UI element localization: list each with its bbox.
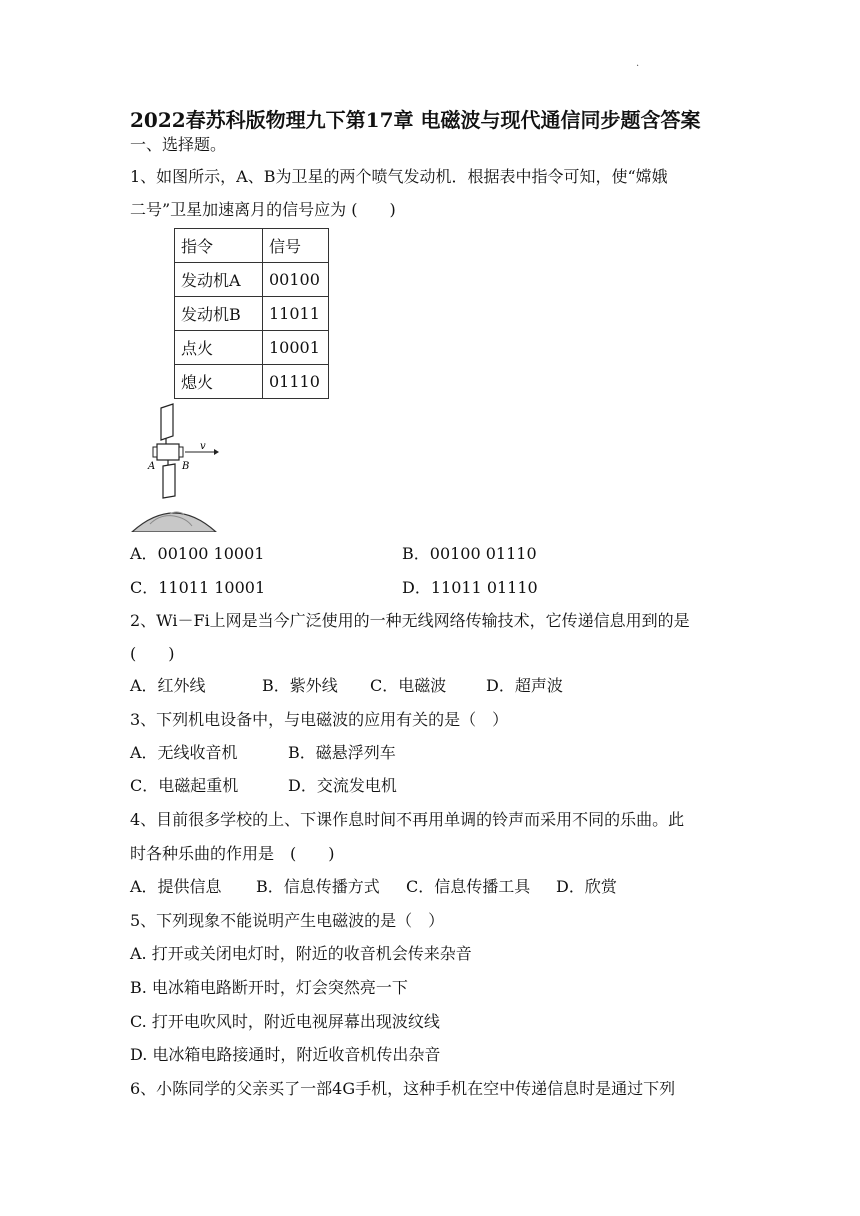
header-dot: . [636, 58, 640, 69]
q2-option-b: B．紫外线 [262, 676, 338, 695]
page-title: 2022春苏科版物理九下第17章 电磁波与现代通信同步题含答案 [130, 108, 701, 132]
table-row [175, 263, 329, 297]
q3-option-d: D．交流发电机 [288, 776, 397, 795]
q2-line2: ( ) [130, 644, 175, 663]
q4-option-b: B．信息传播方式 [256, 877, 380, 896]
q5-option-c: C. 打开电吹风时，附近电视屏幕出现波纹线 [130, 1012, 440, 1031]
q4-option-d: D．欣赏 [556, 877, 617, 896]
label-b: B [182, 461, 190, 472]
table-cell: 11011 [263, 297, 329, 331]
thruster-b [179, 447, 183, 457]
q3-option-a: A．无线收音机 [130, 743, 238, 762]
q5-option-d: D. 电冰箱电路接通时，附近收音机传出杂音 [130, 1045, 441, 1064]
q4-option-c: C．信息传播工具 [406, 877, 531, 896]
q2-option-a: A．红外线 [130, 676, 206, 695]
table-header-cell: 信号 [263, 229, 329, 263]
q4-line1: 4、目前很多学校的上、下课作息时间不再用单调的铃声而采用不同的乐曲。此 [130, 810, 685, 829]
q4-option-a: A．提供信息 [130, 877, 222, 896]
upper-solar-panel [161, 404, 173, 440]
table-header-row [175, 229, 329, 263]
table-cell: 01110 [263, 365, 329, 399]
table-cell: 发动机B [175, 297, 263, 331]
q1-option-c: C．11011 10001 [130, 578, 266, 597]
command-signal-table [174, 228, 329, 399]
table-header-cell: 指令 [175, 229, 263, 263]
q3-option-b: B．磁悬浮列车 [288, 743, 396, 762]
table-cell: 发动机A [175, 263, 263, 297]
table-row [175, 297, 329, 331]
q1-option-a: A．00100 10001 [130, 544, 265, 563]
label-v: v [200, 441, 206, 452]
section-heading: 一、选择题。 [130, 135, 227, 154]
table-cell: 熄火 [175, 365, 263, 399]
lower-solar-panel [163, 464, 175, 498]
q5-option-b: B. 电冰箱电路断开时，灯会突然亮一下 [130, 978, 408, 997]
q5-option-a: A. 打开或关闭电灯时，附近的收音机会传来杂音 [130, 944, 472, 963]
q2-option-d: D．超声波 [486, 676, 563, 695]
table-row [175, 331, 329, 365]
q2-line1: 2、Wi－Fi上网是当今广泛使用的一种无线网络传输技术，它传递信息用到的是 [130, 611, 690, 630]
q2-option-c: C．电磁波 [370, 676, 447, 695]
table-cell: 点火 [175, 331, 263, 365]
table-cell: 00100 [263, 263, 329, 297]
satellite-body [157, 444, 179, 460]
q1-line2: 二号”卫星加速离月的信号应为 ( ) [130, 200, 396, 219]
table-cell: 10001 [263, 331, 329, 365]
velocity-arrow [214, 449, 219, 455]
label-a: A [148, 461, 156, 472]
q4-line2: 时各种乐曲的作用是 ( ) [130, 844, 335, 863]
thruster-a [153, 447, 157, 457]
q1-option-b: B．00100 01110 [402, 544, 537, 563]
satellite-figure [130, 402, 230, 532]
q6-line1: 6、小陈同学的父亲买了一部4G手机，这种手机在空中传递信息时是通过下列 [130, 1079, 676, 1098]
q5-line1: 5、下列现象不能说明产生电磁波的是（ ） [130, 911, 445, 930]
table-row [175, 365, 329, 399]
q1-line1: 1、如图所示，A、B为卫星的两个喷气发动机．根据表中指令可知，使“嫦娥 [130, 167, 668, 186]
q3-line1: 3、下列机电设备中，与电磁波的应用有关的是（ ） [130, 710, 509, 729]
q3-option-c: C．电磁起重机 [130, 776, 239, 795]
q1-option-d: D．11011 01110 [402, 578, 538, 597]
